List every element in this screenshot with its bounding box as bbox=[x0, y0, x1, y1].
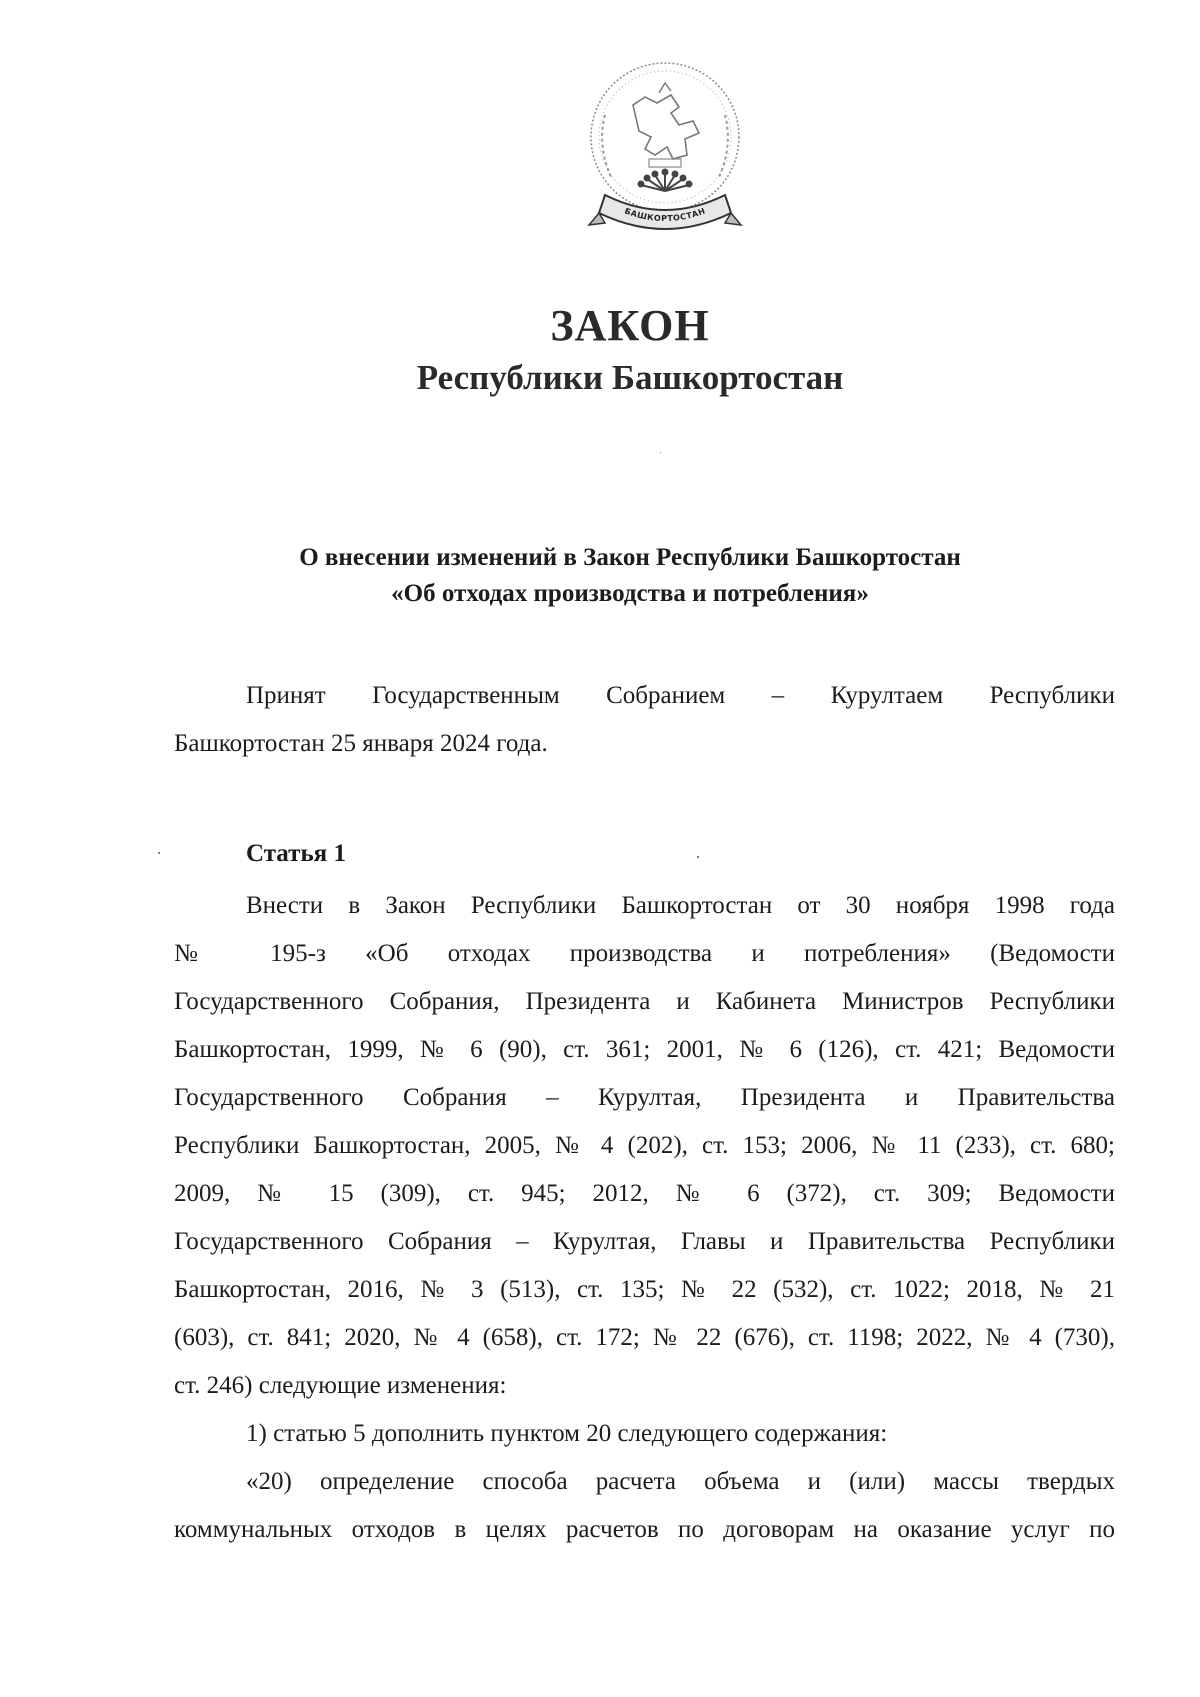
adoption-line-1: Принят Государственным Собранием – Курултаем Республики bbox=[246, 682, 1115, 709]
article-line: Государственного Собрания – Курултая, Главы и Правительства Республики bbox=[174, 1228, 1115, 1255]
law-title: ЗАКОН bbox=[550, 301, 710, 350]
article-line: Внести в Закон Республики Башкортостан от 30 ноября 1998 года bbox=[246, 892, 1115, 919]
adoption-line-2: Башкортостан 25 января 2024 года. bbox=[174, 730, 548, 757]
article-line: Государственного Собрания, Президента и Кабинета Министров Республики bbox=[174, 988, 1115, 1015]
law-subtitle: Республики Башкортостан bbox=[416, 358, 844, 397]
article-line: № 195-з «Об отходах производства и потребления» (Ведомости bbox=[174, 940, 1115, 967]
article-item-1: 1) статью 5 дополнить пунктом 20 следующего содержания: bbox=[246, 1420, 888, 1447]
law-subject-line-2: «Об отходах производства и потребления» bbox=[391, 580, 869, 607]
scan-speck bbox=[697, 856, 699, 858]
bashkortostan-emblem-icon bbox=[575, 55, 755, 250]
article-line: 2009, № 15 (309), ст. 945; 2012, № 6 (372), ст. 309; Ведомости bbox=[174, 1180, 1115, 1207]
adoption-statement bbox=[174, 672, 1115, 768]
article-line: Башкортостан, 2016, № 3 (513), ст. 135; № 22 (532), ст. 1022; 2018, № 21 bbox=[174, 1276, 1115, 1303]
article-item-20-line-1: «20) определение способа расчета объема и (или) массы твердых bbox=[246, 1468, 1115, 1495]
article-body bbox=[174, 882, 1115, 1554]
scan-speck bbox=[660, 452, 661, 453]
article-heading: Статья 1 bbox=[246, 840, 346, 867]
emblem-ribbon-text: БАШКОРТОСТАН bbox=[623, 206, 707, 224]
article-item-20-line-2: коммунальных отходов в целях расчетов по договорам на оказание услуг по bbox=[174, 1516, 1115, 1543]
article-line: (603), ст. 841; 2020, № 4 (658), ст. 172; № 22 (676), ст. 1198; 2022, № 4 (730), bbox=[174, 1324, 1115, 1351]
article-line: Башкортостан, 1999, № 6 (90), ст. 361; 2001, № 6 (126), ст. 421; Ведомости bbox=[174, 1036, 1115, 1063]
article-line: Республики Башкортостан, 2005, № 4 (202), ст. 153; 2006, № 11 (233), ст. 680; bbox=[174, 1132, 1115, 1159]
scan-speck bbox=[158, 852, 160, 854]
law-subject-line-1: О внесении изменений в Закон Республики Башкортостан bbox=[299, 544, 961, 571]
article-line: ст. 246) следующие изменения: bbox=[174, 1372, 507, 1399]
article-line: Государственного Собрания – Курултая, Президента и Правительства bbox=[174, 1084, 1115, 1111]
